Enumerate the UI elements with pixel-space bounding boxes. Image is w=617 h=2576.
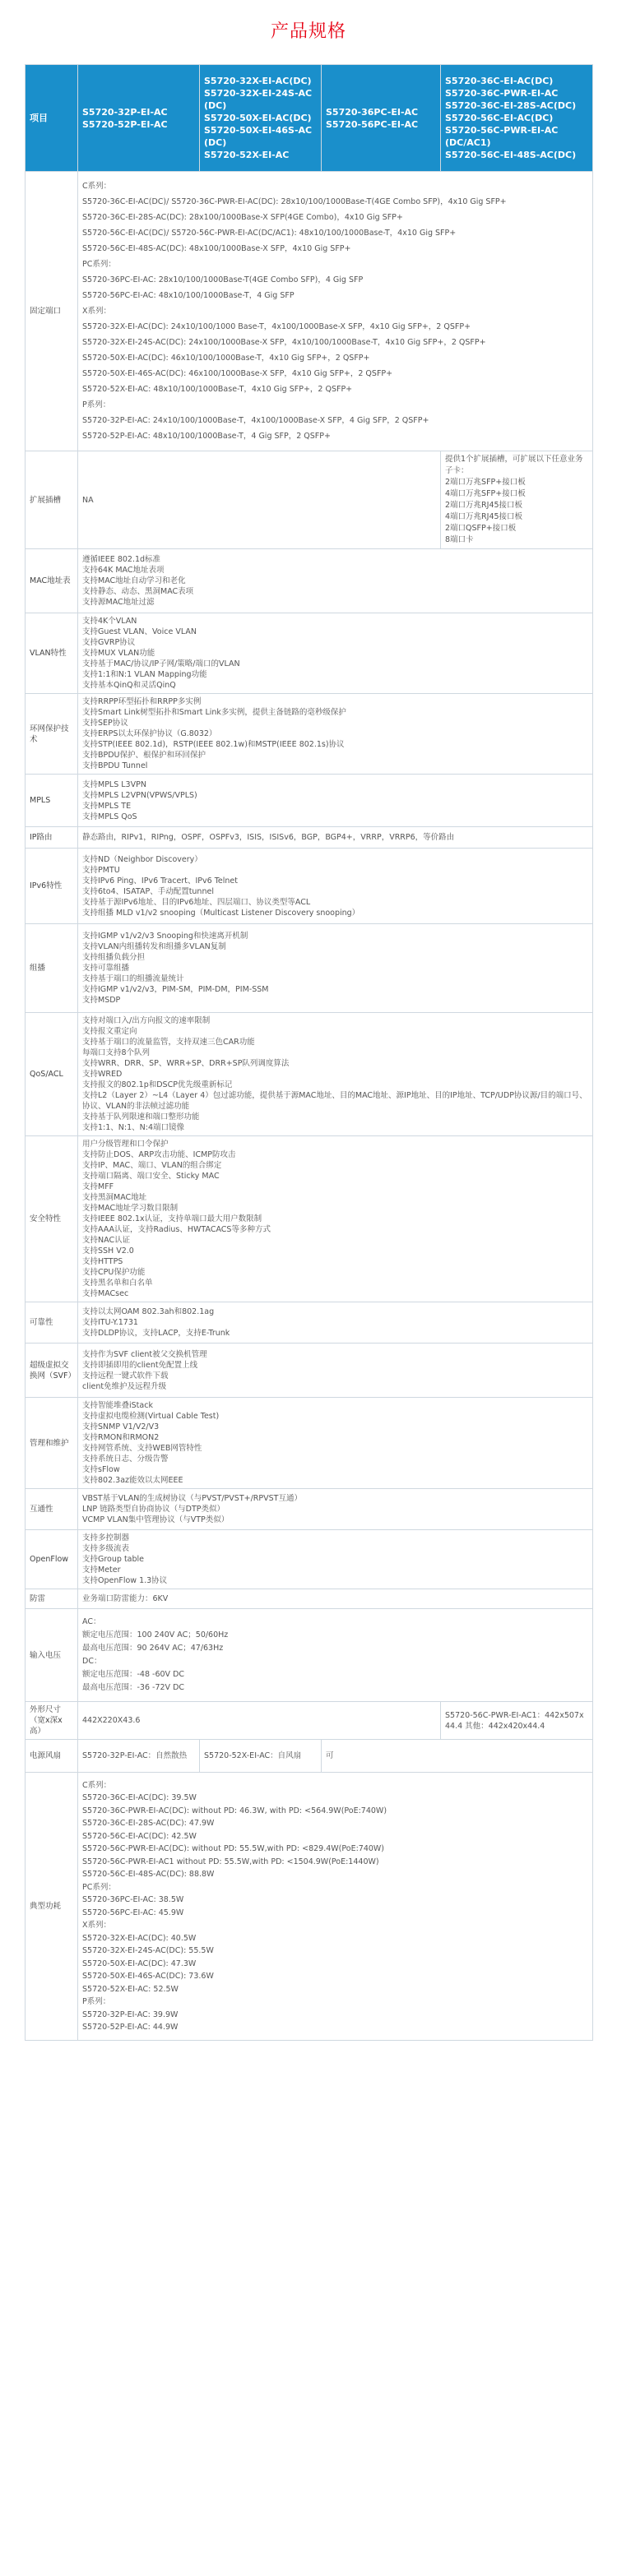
value-line: client免维护及远程升级: [82, 1381, 167, 1391]
value-line: 支持智能堆叠iStack: [82, 1401, 153, 1410]
value-line: 支持BPDU保护、根保护和环回保护: [82, 751, 206, 760]
spec-table: [25, 64, 593, 2041]
value-line: 支持MFF: [82, 1182, 114, 1191]
value-line: 2端口万兆SFP+接口板: [445, 478, 526, 487]
value-line: 支持64K MAC地址表项: [82, 566, 165, 575]
value-line: 支持即插即用的client免配置上线: [82, 1360, 198, 1370]
fans-c3: 可: [322, 1740, 593, 1773]
value-line: C系列：: [82, 182, 112, 191]
value-line: 支持AAA认证，支持Radius、HWTACACS等多种方式: [82, 1225, 271, 1234]
spec-row: [26, 827, 593, 849]
value-line: S5720-36C-EI-28S-AC(DC): 28x100/1000Base-X SFP(4GE Combo)，4x10 Gig SFP+: [82, 213, 403, 222]
row-label: 可靠性: [26, 1302, 78, 1343]
value-line: 支持多控制器: [82, 1533, 130, 1542]
header-item-label: 项目: [26, 65, 78, 172]
value-line: S5720-50X-EI-AC(DC): 46x10/100/1000Base-T，4x10 Gig SFP+，2 QSFP+: [82, 354, 370, 363]
value-line: S5720-56C-EI-AC(DC)/ S5720-56C-PWR-EI-AC(DC/AC1): 48x10/100/1000Base-T，4x10 Gig SFP+: [82, 229, 457, 238]
value-line: S5720-32X-EI-AC(DC): 40.5W: [82, 1933, 197, 1943]
value-line: 支持MPLS TE: [82, 801, 132, 811]
value-line: 4端口万兆RJ45接口板: [445, 512, 523, 521]
value-line: PC系列：: [82, 260, 116, 269]
value-line: 2端口QSFP+接口板: [445, 524, 517, 533]
row-label: 防雷: [26, 1589, 78, 1609]
row-value: [78, 694, 593, 775]
value-line: 用户分级管理和口令保护: [82, 1140, 169, 1149]
row-value: [78, 1609, 593, 1702]
row-value: [78, 549, 593, 613]
spec-row: [26, 1343, 593, 1398]
value-line: 支持以太网OAM 802.3ah和802.1ag: [82, 1307, 215, 1316]
value-line: 支持MPLS QoS: [82, 812, 137, 821]
value-line: 支持报文重定向: [82, 1027, 137, 1036]
row-ports: [26, 172, 593, 451]
value-line: 支持BPDU Tunnel: [82, 761, 148, 770]
value-line: S5720-56C-PWR-EI-AC(DC): without PD: 55.5W,with PD: <829.4W(PoE:740W): [82, 1844, 385, 1853]
row-label: 安全特性: [26, 1136, 78, 1302]
value-line: VCMP VLAN集中管理协议（与VTP类似）: [82, 1515, 230, 1524]
value-line: 支持SNMP V1/V2/V3: [82, 1422, 160, 1431]
value-line: S5720-56PC-EI-AC: 48x10/100/1000Base-T，4 Gig SFP: [82, 291, 295, 300]
value-line: 支持MAC地址自动学习和老化: [82, 576, 186, 585]
value-line: 业务端口防雷能力：6KV: [82, 1594, 169, 1603]
value-line: S5720-52P-EI-AC: 48x10/100/1000Base-T，4 Gig SFP，2 QSFP+: [82, 432, 331, 441]
value-line: X系列：: [82, 307, 112, 316]
value-line: S5720-32P-EI-AC: 24x10/100/1000Base-T，4x100/1000Base-X SFP，4 Gig SFP，2 QSFP+: [82, 416, 429, 425]
value-line: 支持虚拟电缆检测(Virtual Cable Test): [82, 1412, 220, 1421]
row-value: [78, 172, 593, 451]
value-line: 支持SSH V2.0: [82, 1246, 134, 1256]
spec-row: [26, 1589, 593, 1609]
spec-row: [26, 1302, 593, 1343]
value-line: S5720-56C-PWR-EI-AC1 without PD: 55.5W,with PD: <1504.9W(PoE:1440W): [82, 1857, 379, 1866]
value-line: S5720-36C-PWR-EI-AC(DC): without PD: 46.3W, with PD: <564.9W(PoE:740W): [82, 1806, 387, 1815]
value-line: S5720-52X-EI-AC: 48x10/100/1000Base-T，4x10 Gig SFP+，2 QSFP+: [82, 385, 353, 394]
header-col-pc: S5720-36PC-EI-AC S5720-56PC-EI-AC: [322, 65, 441, 172]
row-value: [78, 1136, 593, 1302]
value-line: 支持WRED: [82, 1070, 123, 1079]
expansion-na: NA: [78, 451, 441, 549]
row-value: [78, 1343, 593, 1398]
value-line: 支持802.3az能效以太网EEE: [82, 1476, 183, 1485]
page-title: 产品规格: [270, 21, 346, 42]
value-line: S5720-36C-EI-AC(DC)/ S5720-36C-PWR-EI-AC(DC): 28x10/100/1000Base-T(4GE Combo SFP)，4x10 Gig SFP+: [82, 197, 507, 206]
row-label: VLAN特性: [26, 613, 78, 694]
value-line: 支持IGMP v1/v2/v3，PIM-SM，PIM-DM，PIM-SSM: [82, 985, 269, 994]
spec-row: [26, 694, 593, 775]
row-power-input: [26, 1609, 593, 1702]
row-label: 输入电压: [26, 1609, 78, 1702]
value-line: 支持CPU保护功能: [82, 1268, 146, 1277]
value-line: 支持ITU-Y.1731: [82, 1318, 138, 1327]
row-label: MPLS: [26, 775, 78, 827]
value-line: VBST基于VLAN的生成树协议（与PVST/PVST+/RPVST互通）: [82, 1494, 302, 1503]
row-label: QoS/ACL: [26, 1013, 78, 1136]
value-line: S5720-56C-EI-AC(DC): 42.5W: [82, 1831, 197, 1841]
value-line: 支持源MAC地址过滤: [82, 598, 155, 607]
value-line: 支持基于端口的流量监管，支持双速三色CAR功能: [82, 1038, 255, 1047]
row-value: [78, 1773, 593, 2041]
header-col-c: S5720-36C-EI-AC(DC) S5720-36C-PWR-EI-AC S5720-36C-EI-28S-AC(DC) S5720-56C-EI-AC(DC) S5720-56C-PWR-EI-AC (DC/AC1) S5720-56C-EI-48S-AC(DC): [441, 65, 593, 172]
value-line: 支持GVRP协议: [82, 638, 136, 647]
row-value: [78, 613, 593, 694]
spec-row: [26, 549, 593, 613]
row-value: [78, 1589, 593, 1609]
value-line: P系列：: [82, 1997, 111, 2006]
value-line: 支持RRPP环型拓扑和RRPP多实例: [82, 697, 202, 706]
row-label: OpenFlow: [26, 1530, 78, 1589]
value-line: S5720-52P-EI-AC: 44.9W: [82, 2023, 179, 2032]
value-line: 支持黑名单和白名单: [82, 1279, 153, 1288]
spec-row: [26, 1136, 593, 1302]
value-line: S5720-32X-EI-24S-AC(DC): 55.5W: [82, 1946, 214, 1955]
value-line: 支持MUX VLAN功能: [82, 649, 155, 658]
value-line: 支持4K个VLAN: [82, 617, 137, 626]
value-line: 支持组播 MLD v1/v2 snooping（Multicast Listener Discovery snooping）: [82, 908, 360, 918]
header-col-x: S5720-32X-EI-AC(DC) S5720-32X-EI-24S-AC (DC) S5720-50X-EI-AC(DC) S5720-50X-EI-46S-AC (DC) S5720-52X-EI-AC: [200, 65, 322, 172]
row-expansion: [26, 451, 593, 549]
row-value: [78, 1302, 593, 1343]
spec-row: [26, 849, 593, 924]
value-line: 支持SEP协议: [82, 719, 128, 728]
spec-row: [26, 775, 593, 827]
value-line: P系列：: [82, 400, 111, 409]
row-label: IP路由: [26, 827, 78, 849]
row-value: [78, 827, 593, 849]
value-line: 支持防止DOS、ARP攻击功能、ICMP防攻击: [82, 1150, 236, 1159]
value-line: 支持系统日志、分级告警: [82, 1454, 169, 1464]
value-line: S5720-56C-EI-48S-AC(DC): 88.8W: [82, 1870, 215, 1879]
value-line: 支持黑洞MAC地址: [82, 1193, 147, 1202]
value-line: 支持对端口入/出方向报文的速率限制: [82, 1016, 211, 1025]
value-line: 支持HTTPS: [82, 1257, 123, 1266]
value-line: 支持Meter: [82, 1565, 121, 1575]
value-line: C系列：: [82, 1780, 112, 1790]
value-line: 支持基于源IPv6地址、目的IPv6地址、四层端口、协议类型等ACL: [82, 897, 311, 907]
spec-row: [26, 1013, 593, 1136]
row-label: MAC地址表: [26, 549, 78, 613]
value-line: 支持WRR、DRR、SP、WRR+SP、DRR+SP队列调度算法: [82, 1059, 290, 1068]
value-line: 支持RMON和RMON2: [82, 1433, 160, 1442]
value-line: 支持静态、动态、黑洞MAC表项: [82, 587, 194, 596]
dimensions-standard: 442X220X43.6: [78, 1702, 441, 1740]
fans-c1: S5720-32P-EI-AC：自然散热: [78, 1740, 200, 1773]
row-label: 电源风扇: [26, 1740, 78, 1773]
dimensions-other: S5720-56C-PWR-EI-AC1：442x507x44.4 其他：442x420x44.4: [441, 1702, 593, 1740]
value-line: 每端口支持8个队列: [82, 1048, 151, 1057]
value-line: 支持MPLS L3VPN: [82, 779, 146, 789]
value-line: 提供1个扩展插槽，可扩展以下任意业务子卡：: [445, 455, 583, 475]
value-line: 支持1:1和N:1 VLAN Mapping功能: [82, 670, 207, 679]
value-line: 支持MPLS L2VPN(VPWS/VPLS): [82, 790, 197, 800]
fans-c2: S5720-52X-EI-AC：自风扇: [200, 1740, 322, 1773]
value-line: 4端口万兆SFP+接口板: [445, 489, 526, 498]
value-line: S5720-50X-EI-46S-AC(DC): 73.6W: [82, 1972, 214, 1981]
spec-row: [26, 1398, 593, 1489]
spec-row: [26, 924, 593, 1013]
row-value: [78, 1398, 593, 1489]
row-label: 管理和维护: [26, 1398, 78, 1489]
value-line: 额定电压范围：100 240V AC；50/60Hz: [82, 1630, 229, 1639]
value-line: S5720-36C-EI-28S-AC(DC): 47.9W: [82, 1819, 215, 1828]
value-line: 支持NAC认证: [82, 1236, 131, 1245]
value-line: 支持PMTU: [82, 865, 120, 875]
row-label: 固定端口: [26, 172, 78, 451]
expansion-slots: [441, 451, 593, 549]
value-line: 支持作为SVF client被父交换机管理: [82, 1349, 207, 1359]
value-line: 支持IPv6 Ping、IPv6 Tracert、IPv6 Telnet: [82, 876, 238, 886]
value-line: S5720-50X-EI-AC(DC): 47.3W: [82, 1959, 197, 1968]
row-label: 互通性: [26, 1489, 78, 1530]
value-line: 支持基于端口的组播流量统计: [82, 974, 184, 983]
value-line: 支持L2（Layer 2）~L4（Layer 4）包过滤功能，提供基于源MAC地址、目的MAC地址、源IP地址、目的IP地址、TCP/UDP协议源/目的端口号、协议、VLAN的非法帧过滤功能: [82, 1091, 587, 1111]
value-line: 支持可靠组播: [82, 964, 130, 973]
value-line: 支持基本QinQ和灵活QinQ: [82, 681, 176, 690]
row-label: 超级虚拟交换网（SVF）: [26, 1343, 78, 1398]
value-line: 支持组播负载分担: [82, 953, 146, 962]
value-line: 支持基于队列限速和端口整形功能: [82, 1112, 200, 1122]
value-line: S5720-32P-EI-AC: 39.9W: [82, 2009, 179, 2019]
row-power-consumption: [26, 1773, 593, 2041]
value-line: 支持基于MAC/协议/IP子网/策略/端口的VLAN: [82, 659, 240, 668]
value-line: 支持Smart Link树型拓扑和Smart Link多实例，提供主备链路的毫秒级保护: [82, 708, 346, 717]
value-line: 支持VLAN内组播转发和组播多VLAN复制: [82, 942, 226, 951]
value-line: 支持ND（Neighbor Discovery）: [82, 854, 202, 864]
value-line: 支持DLDP协议，支持LACP，支持E-Trunk: [82, 1329, 230, 1338]
value-line: 支持网管系统、支持WEB网管特性: [82, 1444, 202, 1453]
value-line: 支持端口隔离、端口安全、Sticky MAC: [82, 1172, 220, 1181]
row-value: [78, 775, 593, 827]
row-label: 组播: [26, 924, 78, 1013]
row-label: IPv6特性: [26, 849, 78, 924]
value-line: AC：: [82, 1617, 101, 1626]
value-line: 支持IEEE 802.1x认证，支持单端口最大用户数限制: [82, 1214, 262, 1223]
value-line: 支持远程一键式软件下载: [82, 1371, 169, 1380]
value-line: S5720-32X-EI-24S-AC(DC): 24x100/1000Base-X SFP，4x10/100/1000Base-T，4x10 Gig SFP+，2 QSFP+: [82, 338, 486, 347]
value-line: 支持STP(IEEE 802.1d)，RSTP(IEEE 802.1w)和MSTP(IEEE 802.1s)协议: [82, 740, 345, 749]
value-line: 静态路由，RIPv1，RIPng，OSPF，OSPFv3，ISIS，ISISv6，BGP，BGP4+，VRRP，VRRP6，等价路由: [82, 833, 455, 842]
value-line: X系列：: [82, 1921, 112, 1930]
value-line: S5720-56PC-EI-AC: 45.9W: [82, 1908, 184, 1917]
spec-row: [26, 613, 593, 694]
value-line: 支持MSDP: [82, 996, 121, 1005]
value-line: DC：: [82, 1657, 102, 1666]
row-value: [78, 849, 593, 924]
value-line: 支持IGMP v1/v2/v3 Snooping和快速离开机制: [82, 932, 248, 941]
row-value: [78, 1013, 593, 1136]
value-line: S5720-36PC-EI-AC: 28x10/100/1000Base-T(4GE Combo SFP)，4 Gig SFP: [82, 275, 364, 284]
spec-row: [26, 1530, 593, 1589]
value-line: 2端口万兆RJ45接口板: [445, 501, 523, 510]
table-header-row: [26, 65, 593, 172]
value-line: 支持IP、MAC、端口、VLAN的组合绑定: [82, 1161, 222, 1170]
header-col-p: S5720-32P-EI-AC S5720-52P-EI-AC: [78, 65, 200, 172]
value-line: 支持sFlow: [82, 1465, 120, 1474]
value-line: 支持多级流表: [82, 1544, 130, 1553]
value-line: S5720-50X-EI-46S-AC(DC): 46x100/1000Base-X SFP，4x10 Gig SFP+，2 QSFP+: [82, 369, 393, 378]
row-label: 环网保护技术: [26, 694, 78, 775]
row-label: 典型功耗: [26, 1773, 78, 2041]
value-line: 支持MACsec: [82, 1289, 129, 1298]
value-line: 支持Guest VLAN、Voice VLAN: [82, 627, 197, 636]
value-line: S5720-52X-EI-AC: 52.5W: [82, 1984, 179, 1994]
row-dimensions: [26, 1702, 593, 1740]
value-line: LNP 链路类型自协商协议（与DTP类似）: [82, 1505, 225, 1514]
value-line: 支持Group table: [82, 1555, 145, 1564]
row-label: 扩展插槽: [26, 451, 78, 549]
value-line: 支持报文的802.1p和DSCP优先级重新标记: [82, 1080, 233, 1089]
value-line: 支持OpenFlow 1.3协议: [82, 1576, 168, 1585]
value-line: S5720-32X-EI-AC(DC): 24x10/100/1000 Base-T，4x100/1000Base-X SFP，4x10 Gig SFP+，2 QSFP+: [82, 322, 471, 331]
value-line: 最高电压范围：-36 -72V DC: [82, 1683, 185, 1692]
row-label: 外形尺寸（宽x深x高）: [26, 1702, 78, 1740]
value-line: 最高电压范围：90 264V AC；47/63Hz: [82, 1644, 224, 1653]
value-line: 支持MAC地址学习数目限制: [82, 1204, 179, 1213]
value-line: S5720-56C-EI-48S-AC(DC): 48x100/1000Base-X SFP，4x10 Gig SFP+: [82, 244, 351, 253]
spec-row: [26, 1489, 593, 1530]
value-line: 支持6to4、ISATAP、手动配置tunnel: [82, 886, 214, 896]
value-line: 额定电压范围：-48 -60V DC: [82, 1670, 185, 1679]
value-line: 遵循IEEE 802.1d标准: [82, 555, 161, 564]
value-line: 支持ERPS以太环保护协议（G.8032）: [82, 729, 217, 738]
row-value: [78, 1489, 593, 1530]
value-line: 支持1:1、N:1、N:4端口镜像: [82, 1123, 184, 1132]
value-line: PC系列：: [82, 1882, 116, 1892]
row-value: [78, 1530, 593, 1589]
row-fans: [26, 1740, 593, 1773]
value-line: 8端口卡: [445, 535, 474, 544]
value-line: S5720-36PC-EI-AC: 38.5W: [82, 1895, 184, 1904]
value-line: S5720-36C-EI-AC(DC): 39.5W: [82, 1793, 197, 1802]
row-value: [78, 924, 593, 1013]
